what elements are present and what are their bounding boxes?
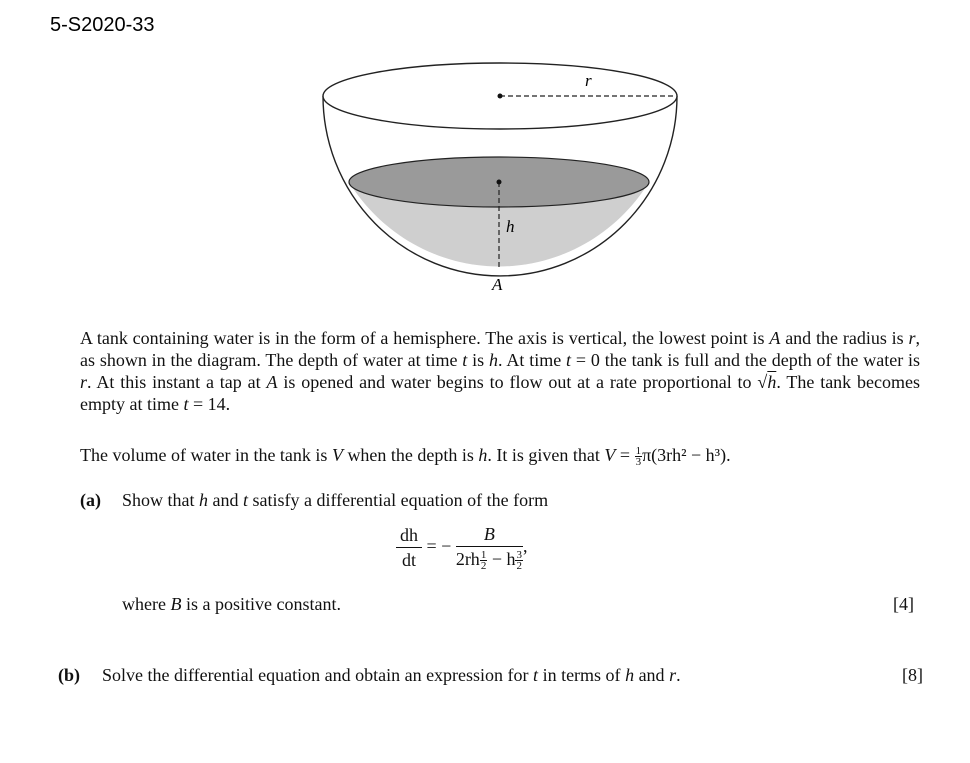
hemisphere-tank-diagram xyxy=(0,0,970,300)
part-b-marks: [8] xyxy=(902,665,923,685)
part-b-label: (b) xyxy=(58,665,80,685)
point-a-label: A xyxy=(492,275,503,294)
one-third-fraction: $\frac{1}{3}$ xyxy=(635,445,642,469)
question-code: 5-S2020-33 xyxy=(50,14,155,36)
where-text: where B is a positive constant. xyxy=(122,594,341,614)
volume-paragraph: The volume of water in the tank is V when the depth is h. It is given that V = $\frac{1}{3}$ π(3rh² − h³). xyxy=(80,445,731,469)
part-b-text: Solve the differential equation and obtain an expression for t in terms of h and r. xyxy=(102,665,681,685)
intro-paragraph: A tank containing water is in the form of a hemisphere. The axis is vertical, the lowest point is A and the radius is r, as shown in the diagram. The depth of water at time t is h. At time t = 0 the tank is full and the depth of the water is r. At this instant a tap at A is opened and water begins to flow out at a rate proportional to √h. The tank becomes empty at time t = 14. xyxy=(80,328,921,414)
depth-label: h xyxy=(506,217,515,236)
differential-equation: $\frac{dh}{dt}$ = − B 2rh $\frac{1}{2}$ − h $\frac{3}{2}$ , xyxy=(396,524,527,571)
part-a-text: Show that h and t satisfy a differential equation of the form xyxy=(122,490,549,510)
radius-label: r xyxy=(585,71,592,90)
surface-center-point xyxy=(497,180,502,185)
center-point xyxy=(498,94,503,99)
part-a-marks: [4] xyxy=(893,594,914,614)
part-a-label: (a) xyxy=(80,490,101,510)
